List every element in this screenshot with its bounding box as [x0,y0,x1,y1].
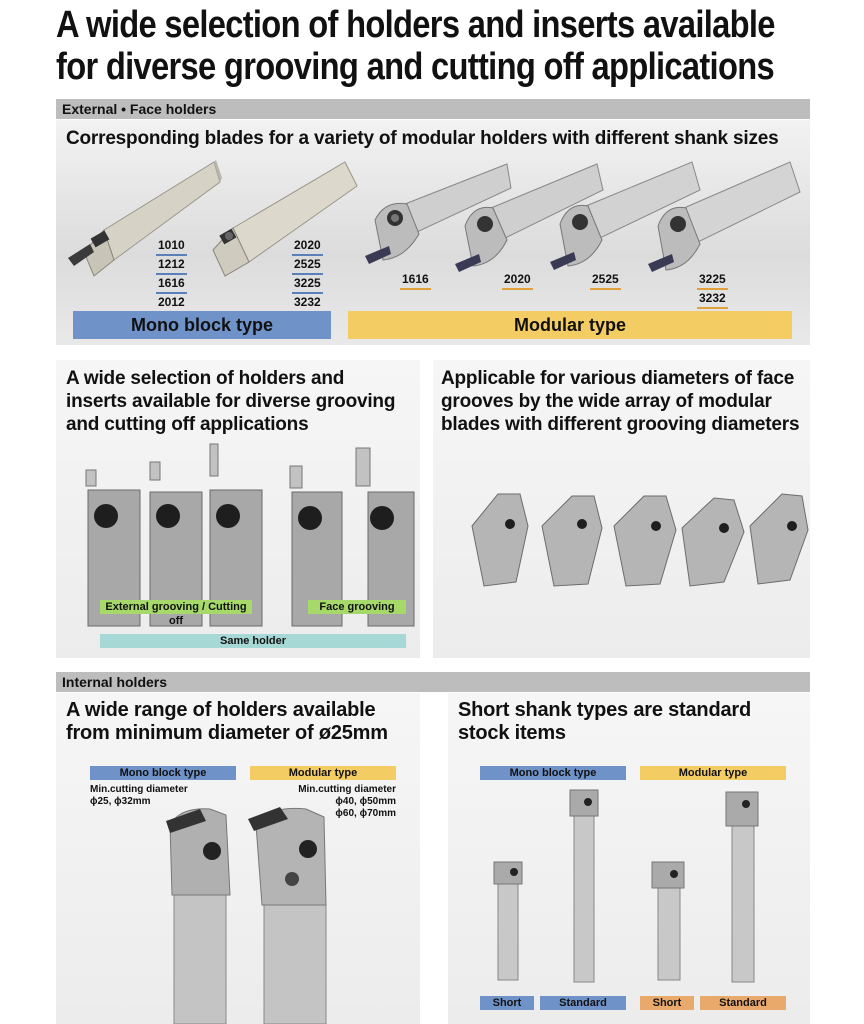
size-1212: 1212 [156,256,187,275]
modular-note-line-2: ϕ40, ϕ50mm [335,796,396,807]
label-standard-mono: Standard [540,996,626,1010]
label-standard-modular: Standard [700,996,786,1010]
label-external-grooving: External grooving / Cutting off [100,600,252,614]
internal-left-modular-label: Modular type [250,766,396,780]
mono-note-line-1: Min.cutting diameter [90,784,188,795]
size-1616: 1616 [156,275,187,294]
size-2012: 2012 [156,294,187,313]
modular-blades-image [468,486,808,596]
size-2525: 2525 [292,256,323,275]
mono-block-holder-large-image [205,158,365,288]
internal-left-title [66,699,388,745]
short-standard-bars-image [488,784,768,989]
modular-size-2020 [502,271,533,290]
internal-left-mono-label: Mono block type [90,766,236,780]
label-face-grooving: Face grooving [308,600,406,614]
face-title-line-3: blades with different grooving diameters [441,414,800,435]
grooving-title-line-1: A wide selection of holders and [66,368,345,389]
size-label-2020: 2020 [502,271,533,290]
size-3225: 3225 [292,275,323,294]
headline-line-1: A wide selection of holders and inserts available [56,4,775,46]
face-title-line-1: Applicable for various diameters of face [441,368,795,389]
grooving-title-line-2: inserts available for diverse grooving [66,391,396,412]
internal-boring-bars-large-image [160,805,330,1024]
internal-left-title-line-2: from minimum diameter of ø25mm [66,722,388,744]
size-1010: 1010 [156,237,187,256]
external-title: Corresponding blades for a variety of modular holders with different shank sizes [66,128,779,149]
mono-size-list-b [292,237,323,313]
grooving-title [66,367,395,436]
internal-left-title-line-1: A wide range of holders available [66,699,376,721]
face-title-line-2: grooves by the wide array of modular [441,391,772,412]
modular-holder-3225-image [648,158,800,288]
modular-size-1616 [400,271,431,290]
label-short-modular: Short [640,996,694,1010]
modular-size-3225-3232 [697,271,728,309]
mono-block-type-bar: Mono block type [73,311,331,339]
modular-note-line-3: ϕ60, ϕ70mm [335,808,396,819]
modular-size-2525 [590,271,621,290]
size-label-2525: 2525 [590,271,621,290]
size-label-3225: 3225 [697,271,728,290]
internal-right-title-line-2: stock items [458,722,566,744]
internal-right-title [458,699,751,745]
size-label-3232: 3232 [697,290,728,309]
modular-type-bar: Modular type [348,311,792,339]
headline-line-2: for diverse grooving and cutting off applications [56,46,774,88]
modular-note-line-1: Min.cutting diameter [298,784,396,795]
label-same-holder: Same holder [100,634,406,648]
internal-right-mono-label: Mono block type [480,766,626,780]
internal-right-title-line-1: Short shank types are standard [458,699,751,721]
internal-right-modular-label: Modular type [640,766,786,780]
mono-note-line-2: ϕ25, ϕ32mm [90,796,151,807]
size-label-1616: 1616 [400,271,431,290]
page-headline [56,4,775,88]
face-title [441,367,799,436]
size-2020: 2020 [292,237,323,256]
size-3232: 3232 [292,294,323,313]
label-short-mono: Short [480,996,534,1010]
section-bar-internal: Internal holders [56,672,810,692]
section-bar-external: External • Face holders [56,99,810,119]
mono-block-holder-small-image [64,160,224,290]
grooving-title-line-3: and cutting off applications [66,414,309,435]
mono-size-list-a [156,237,187,313]
